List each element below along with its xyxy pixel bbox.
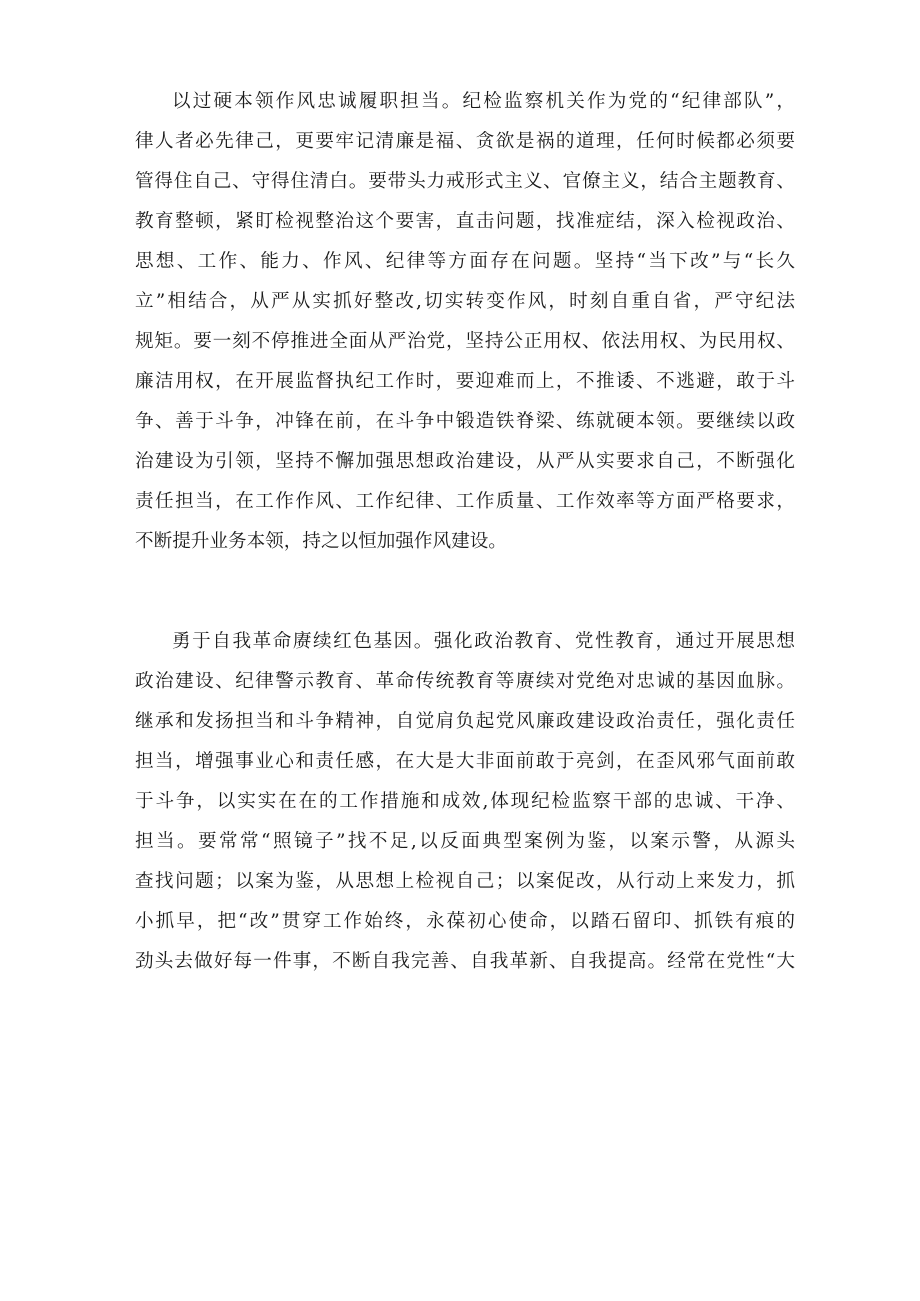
paragraph-line: 担当，增强事业心和责任感，在大是大非面前敢于亮剑，在歪风邪气面前敢 — [135, 751, 795, 772]
paragraph-line: 教育整顿，紧盯检视整治这个要害，直击问题，找准症结，深入检视政治、 — [135, 211, 795, 232]
paragraph-line: 担当。要常常“照镜子”找不足,以反面典型案例为鉴，以案示警，从源头 — [135, 831, 795, 852]
paragraph-line: 小抓早，把“改”贯穿工作始终，永葆初心使命，以踏石留印、抓铁有痕的 — [135, 911, 795, 932]
paragraph-line: 争、善于斗争，冲锋在前，在斗争中锻造铁脊梁、练就硬本领。要继续以政 — [135, 411, 795, 432]
paragraph-line: 于斗争，以实实在在的工作措施和成效,体现纪检监察干部的忠诚、干净、 — [135, 791, 795, 812]
paragraph-line: 政治建设、纪律警示教育、革命传统教育等赓续对党绝对忠诚的基因血脉。 — [135, 671, 795, 692]
paragraph-line: 规矩。要一刻不停推进全面从严治党，坚持公正用权、依法用权、为民用权、 — [135, 331, 795, 352]
paragraph-line: 勇于自我革命赓续红色基因。强化政治教育、党性教育，通过开展思想 — [172, 631, 795, 652]
paragraph-line: 立”相结合，从严从实抓好整改,切实转变作风，时刻自重自省，严守纪法 — [135, 291, 795, 312]
paragraph-line: 不断提升业务本领，持之以恒加强作风建设。 — [135, 531, 507, 552]
paragraph-line: 律人者必先律己，更要牢记清廉是福、贪欲是祸的道理，任何时候都必须要 — [135, 131, 795, 152]
paragraph-line: 查找问题；以案为鉴，从思想上检视自己；以案促改，从行动上来发力，抓 — [135, 871, 795, 892]
paragraph-line: 责任担当，在工作作风、工作纪律、工作质量、工作效率等方面严格要求， — [135, 491, 795, 512]
paragraph-line: 治建设为引领，坚持不懈加强思想政治建设，从严从实要求自己，不断强化 — [135, 451, 795, 472]
paragraph-line: 以过硬本领作风忠诚履职担当。纪检监察机关作为党的“纪律部队”， — [172, 91, 795, 112]
paragraph-line: 继承和发扬担当和斗争精神，自觉肩负起党风廉政建设政治责任，强化责任 — [135, 711, 795, 732]
paragraph-line: 管得住自己、守得住清白。要带头力戒形式主义、官僚主义，结合主题教育、 — [135, 171, 795, 192]
paragraph-line: 思想、工作、能力、作风、纪律等方面存在问题。坚持“当下改”与“长久 — [135, 251, 795, 272]
paragraph-line: 劲头去做好每一件事，不断自我完善、自我革新、自我提高。经常在党性“大 — [135, 951, 795, 972]
paragraph-line: 廉洁用权，在开展监督执纪工作时，要迎难而上，不推诿、不逃避，敢于斗 — [135, 371, 795, 392]
